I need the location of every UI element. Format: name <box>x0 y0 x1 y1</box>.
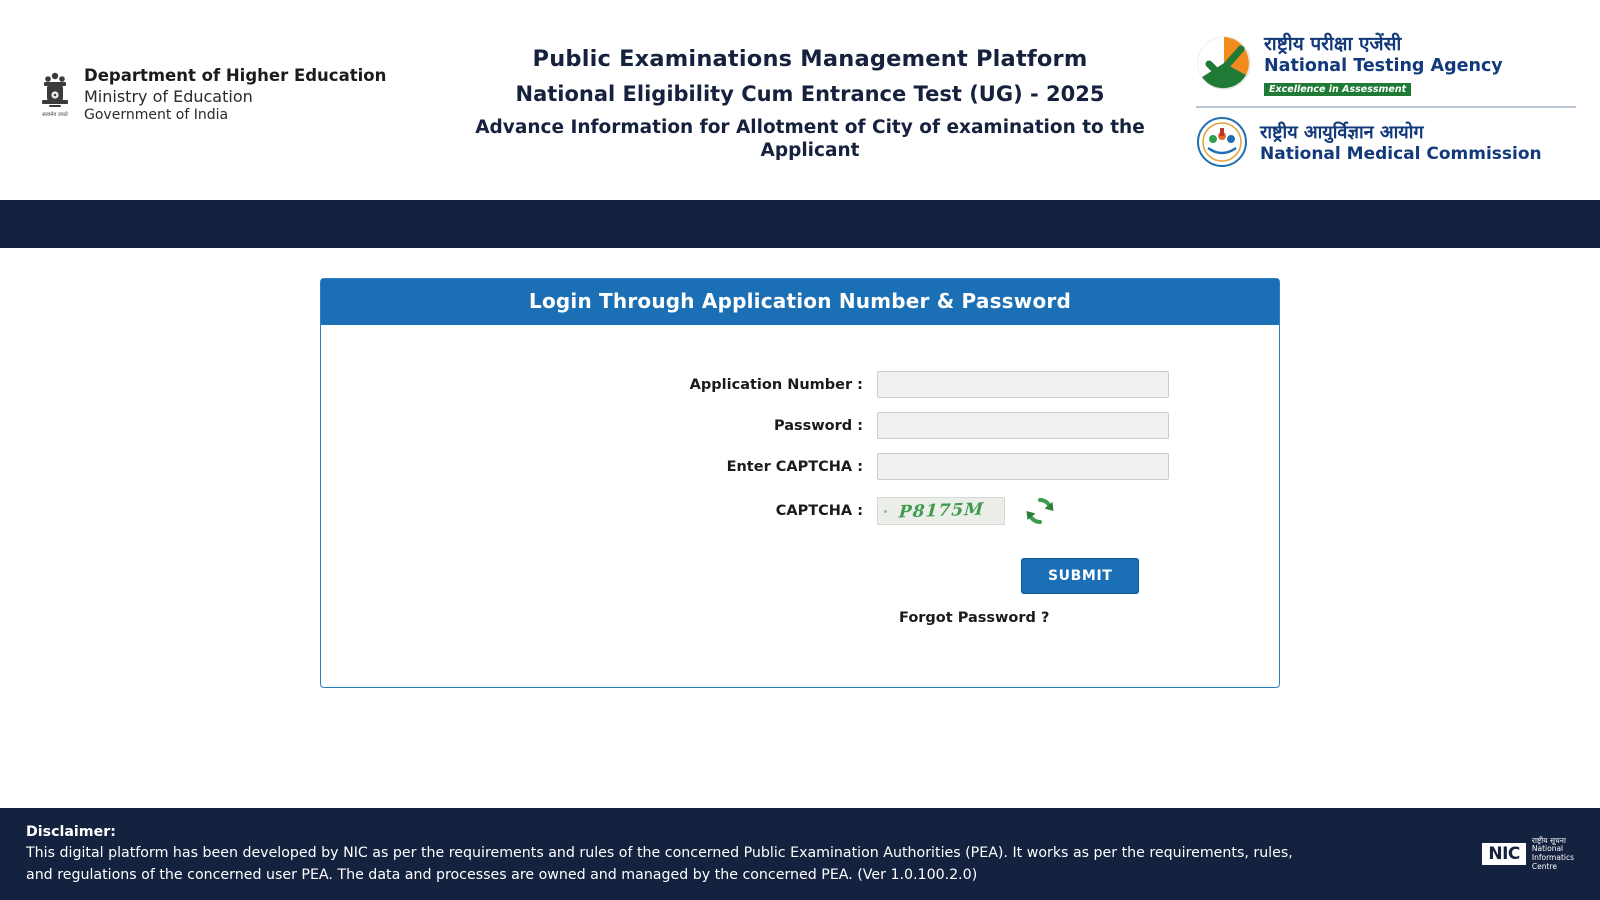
captcha-label: CAPTCHA : <box>775 503 863 519</box>
login-form <box>321 325 1279 626</box>
submit-button[interactable]: SUBMIT <box>1021 558 1139 594</box>
nmc-branding <box>1196 116 1542 172</box>
enter-captcha-row <box>321 453 1279 480</box>
captcha-image <box>877 497 1005 525</box>
india-national-emblem-icon <box>38 66 72 128</box>
nmc-hindi-name: राष्ट्रीय आयुर्विज्ञान आयोग <box>1260 122 1424 144</box>
captcha-noise-dot <box>884 510 887 513</box>
nta-hindi-name: राष्ट्रीय परीक्षा एजेंसी <box>1264 33 1402 55</box>
exam-subtitle: National Eligibility Cum Entrance Test (UG) - 2025 <box>515 82 1105 106</box>
page-footer <box>0 808 1600 900</box>
nic-sub-line-3: Informatics <box>1531 853 1574 862</box>
enter-captcha-input[interactable] <box>877 453 1169 480</box>
application-number-input[interactable] <box>877 371 1169 398</box>
disclaimer <box>26 822 1454 886</box>
nic-sub-text <box>1532 837 1574 872</box>
nic-badge: NIC <box>1482 843 1526 865</box>
ministry-line-1: Department of Higher Education <box>84 66 387 85</box>
captcha-row <box>321 494 1279 528</box>
disclaimer-line-1: This digital platform has been developed by NIC as per the requirements and rules of the concerned Public Examination Authorities (PEA). It works as per the requirements, rules, <box>26 845 1293 862</box>
page-header <box>0 0 1600 200</box>
ministry-branding <box>24 18 424 128</box>
forgot-password-link[interactable]: Forgot Password ? <box>899 610 1050 626</box>
application-number-row <box>321 371 1279 398</box>
forgot-spacer <box>321 610 899 626</box>
disclaimer-line-2: and regulations of the concerned user PEA. The data and processes are owned and managed by the concerned PEA. (Ver 1.0.100.2.0) <box>26 866 978 883</box>
forgot-password-row <box>321 610 1279 626</box>
nta-tricolour-check-icon <box>1196 35 1252 95</box>
ministry-line-3: Government of India <box>84 106 229 123</box>
page-title: Public Examinations Management Platform <box>532 46 1088 72</box>
refresh-captcha-icon[interactable] <box>1023 494 1057 528</box>
nic-sub-line-4: Centre <box>1531 861 1557 871</box>
login-card <box>320 278 1280 688</box>
nmc-emblem-icon <box>1196 116 1248 172</box>
submit-spacer <box>321 558 1021 594</box>
submit-row <box>321 558 1279 594</box>
nta-branding <box>1196 34 1503 104</box>
nic-logo <box>1454 837 1574 872</box>
header-titles <box>424 18 1196 162</box>
nic-sub-line-1: राष्ट्रीय सूचना <box>1531 835 1566 845</box>
nic-sub-line-2: National <box>1531 844 1564 854</box>
nta-tagline: Excellence in Assessment <box>1264 83 1411 96</box>
password-label: Password : <box>773 417 863 434</box>
enter-captcha-label: Enter CAPTCHA : <box>726 458 863 475</box>
disclaimer-title: Disclaimer: <box>26 824 116 841</box>
page-description: Advance Information for Allotment of City of examination to the Applicant <box>475 117 1145 162</box>
password-row <box>321 412 1279 439</box>
logo-divider <box>1196 106 1576 108</box>
nmc-english-name: National Medical Commission <box>1260 143 1542 164</box>
password-input[interactable] <box>877 412 1169 439</box>
main-content <box>0 248 1600 808</box>
login-panel-title: Login Through Application Number & Password <box>321 279 1279 325</box>
nta-english-name: National Testing Agency <box>1264 55 1503 76</box>
ministry-line-2: Ministry of Education <box>84 86 253 106</box>
application-number-label: Application Number : <box>689 376 863 393</box>
agency-branding <box>1196 18 1576 172</box>
captcha-text: P8175M <box>897 499 985 523</box>
navigation-bar <box>0 200 1600 248</box>
svg-text:सत्यमेव जयते: सत्यमेव जयते <box>42 112 68 118</box>
